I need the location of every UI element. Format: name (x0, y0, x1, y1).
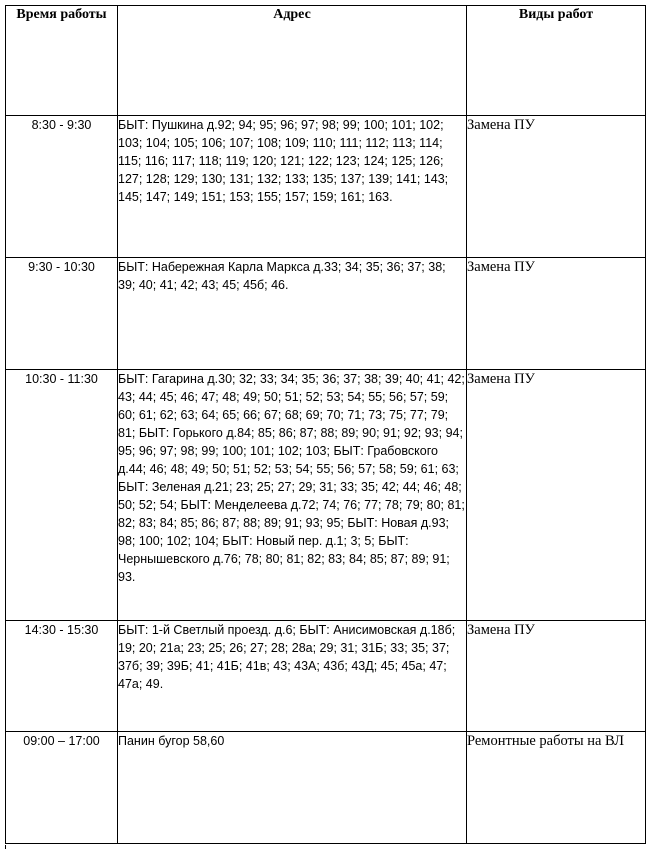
row-time: 8:30 - 9:30 (6, 116, 118, 258)
row-work-type: Замена ПУ (467, 370, 646, 621)
table-row (6, 116, 646, 258)
row-time: 10:30 - 11:30 (6, 370, 118, 621)
row-address: БЫТ: Гагарина д.30; 32; 33; 34; 35; 36; 37; 38; 39; 40; 41; 42; 43; 44; 45; 46; 47; 48; 49; 50; 51; 52; 53; 54; 55; 56; 57; 59; 60; 61; 62; 63; 64; 65; 66; 67; 68; 69; 70; 71; 73; 75; 77; 79; 81; БЫТ: Горького д.84; 85; 86; 87; 88; 89; 90; 91; 92; 93; 94; 95; 96; 97; 98; 99; 100; 101; 102; 103; БЫТ: Грабовского д.44; 46; 48; 49; 50; 51; 52; 53; 54; 55; 56; 57; 58; 59; 61; 63; БЫТ: Зеленая д.21; 23; 25; 27; 29; 31; 33; 35; 42; 44; 46; 48; 50; 52; 54; БЫТ: Менделеева д.72; 74; 76; 77; 78; 79; 80; 81; 82; 83; 84; 85; 86; 87; 88; 89; 91; 93; 95; БЫТ: Новая д.93; 98; 100; 102; 104; БЫТ: Новый пер. д.1; 3; 5; БЫТ: Чернышевского д.76; 78; 80; 81; 82; 83; 84; 85; 87; 89; 91; 93. (118, 370, 467, 621)
table-row (6, 621, 646, 732)
row-address: БЫТ: 1-й Светлый проезд. д.6; БЫТ: Анисимовская д.18б; 19; 20; 21а; 23; 25; 26; 27; 28; 28а; 29; 31; 31Б; 33; 35; 37; 37б; 39; 39Б; 41; 41Б; 41в; 43; 43А; 43б; 43Д; 45; 45а; 47; 47а; 49. (118, 621, 467, 732)
row-address: БЫТ: Набережная Карла Маркса д.33; 34; 35; 36; 37; 38; 39; 40; 41; 42; 43; 45; 45б; 46. (118, 258, 467, 370)
row-time: 9:30 - 10:30 (6, 258, 118, 370)
header-work-type: Виды работ (467, 6, 646, 116)
row-work-type: Ремонтные работы на ВЛ (467, 732, 646, 844)
row-address: БЫТ: Пушкина д.92; 94; 95; 96; 97; 98; 99; 100; 101; 102; 103; 104; 105; 106; 107; 108; 109; 110; 111; 112; 113; 114; 115; 116; 117; 118; 119; 120; 121; 122; 123; 124; 125; 126; 127; 128; 129; 130; 131; 132; 133; 135; 137; 139; 141; 143; 145; 147; 149; 151; 153; 155; 157; 159; 161; 163. (118, 116, 467, 258)
table-row (6, 370, 646, 621)
row-time: 14:30 - 15:30 (6, 621, 118, 732)
table-row (6, 258, 646, 370)
row-work-type: Замена ПУ (467, 258, 646, 370)
table-header-row (6, 6, 646, 116)
page-edge-mark (5, 845, 6, 849)
row-time: 09:00 – 17:00 (6, 732, 118, 844)
header-time: Время работы (6, 6, 118, 116)
row-work-type: Замена ПУ (467, 621, 646, 732)
row-address: Панин бугор 58,60 (118, 732, 467, 844)
header-address: Адрес (118, 6, 467, 116)
row-work-type: Замена ПУ (467, 116, 646, 258)
table-row (6, 732, 646, 844)
outage-schedule-table (5, 5, 646, 844)
